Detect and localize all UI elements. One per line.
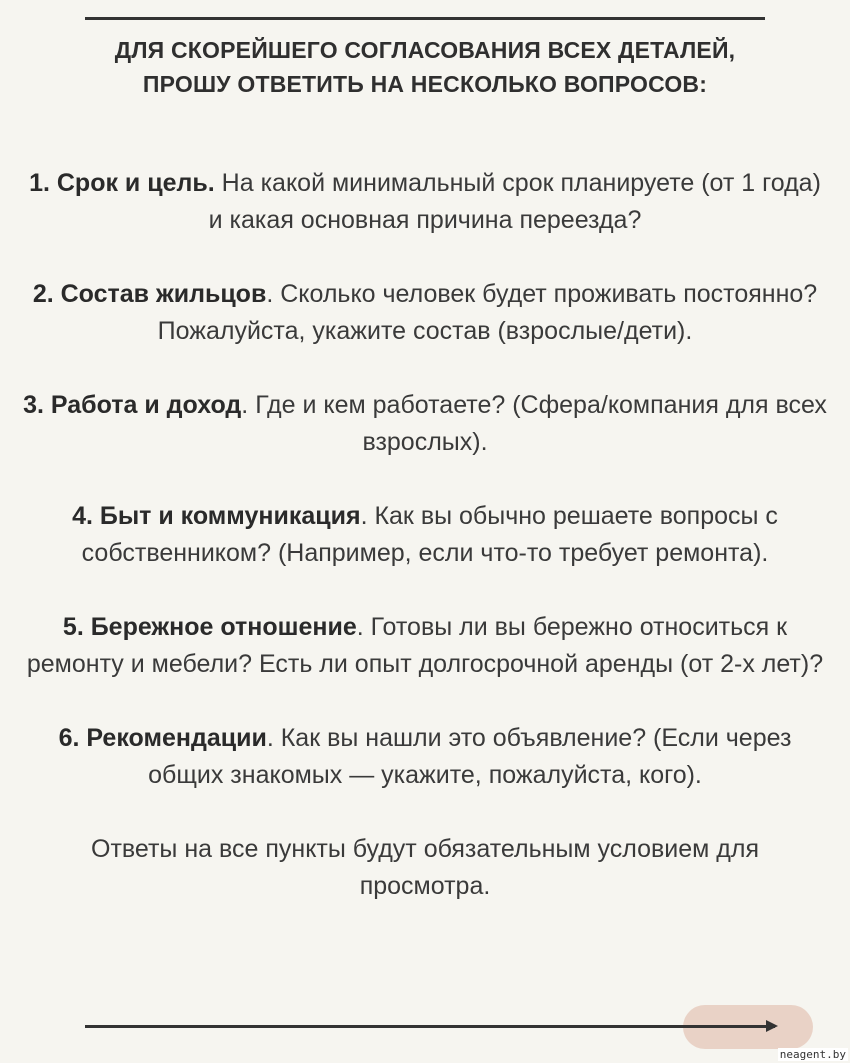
questions-list — [20, 165, 830, 942]
question-item — [20, 165, 830, 239]
question-heading: 5. Бережное отношение — [62, 613, 357, 641]
question-item — [20, 387, 830, 461]
question-item — [20, 276, 830, 350]
title-line-2: ПРОШУ ОТВЕТИТЬ НА НЕСКОЛЬКО ВОПРОСОВ: — [142, 71, 708, 97]
top-divider — [85, 17, 765, 20]
question-item — [20, 609, 830, 683]
question-heading: 2. Состав жильцов — [32, 280, 267, 308]
question-heading: 4. Быт и коммуникация — [72, 502, 361, 530]
arrow-right-icon — [766, 1020, 778, 1032]
question-text: . Сколько человек будет проживать постоянно? Пожалуйста, укажите состав (взрослые/дети). — [157, 280, 818, 345]
footer-note: Ответы на все пункты будут обязательным условием для просмотра. — [91, 835, 759, 900]
question-item — [20, 498, 830, 572]
question-text: . Как вы нашли это объявление? (Если через общих знакомых — укажите, пожалуйста, кого). — [148, 724, 792, 789]
question-text: На какой минимальный срок планируете (от 1 года) и какая основная причина переезда? — [208, 169, 821, 234]
watermark: neagent.by — [779, 1048, 846, 1061]
question-text: . Как вы обычно решаете вопросы с собственником? (Например, если что-то требует ремонта). — [81, 502, 778, 567]
question-heading: 1. Срок и цель. — [29, 169, 215, 197]
question-heading: 6. Рекомендации — [58, 724, 267, 752]
page-title — [0, 33, 850, 101]
question-item — [20, 720, 830, 794]
title-line-1: ДЛЯ СКОРЕЙШЕГО СОГЛАСОВАНИЯ ВСЕХ ДЕТАЛЕЙ, — [114, 37, 736, 63]
arrow-line — [85, 1025, 775, 1028]
question-text: . Где и кем работаете? (Сфера/компания для всех взрослых). — [241, 391, 827, 456]
question-text: . Готовы ли вы бережно относиться к ремонту и мебели? Есть ли опыт долгосрочной аренды (от 2-х лет)? — [26, 613, 824, 678]
question-heading: 3. Работа и доход — [23, 391, 242, 419]
